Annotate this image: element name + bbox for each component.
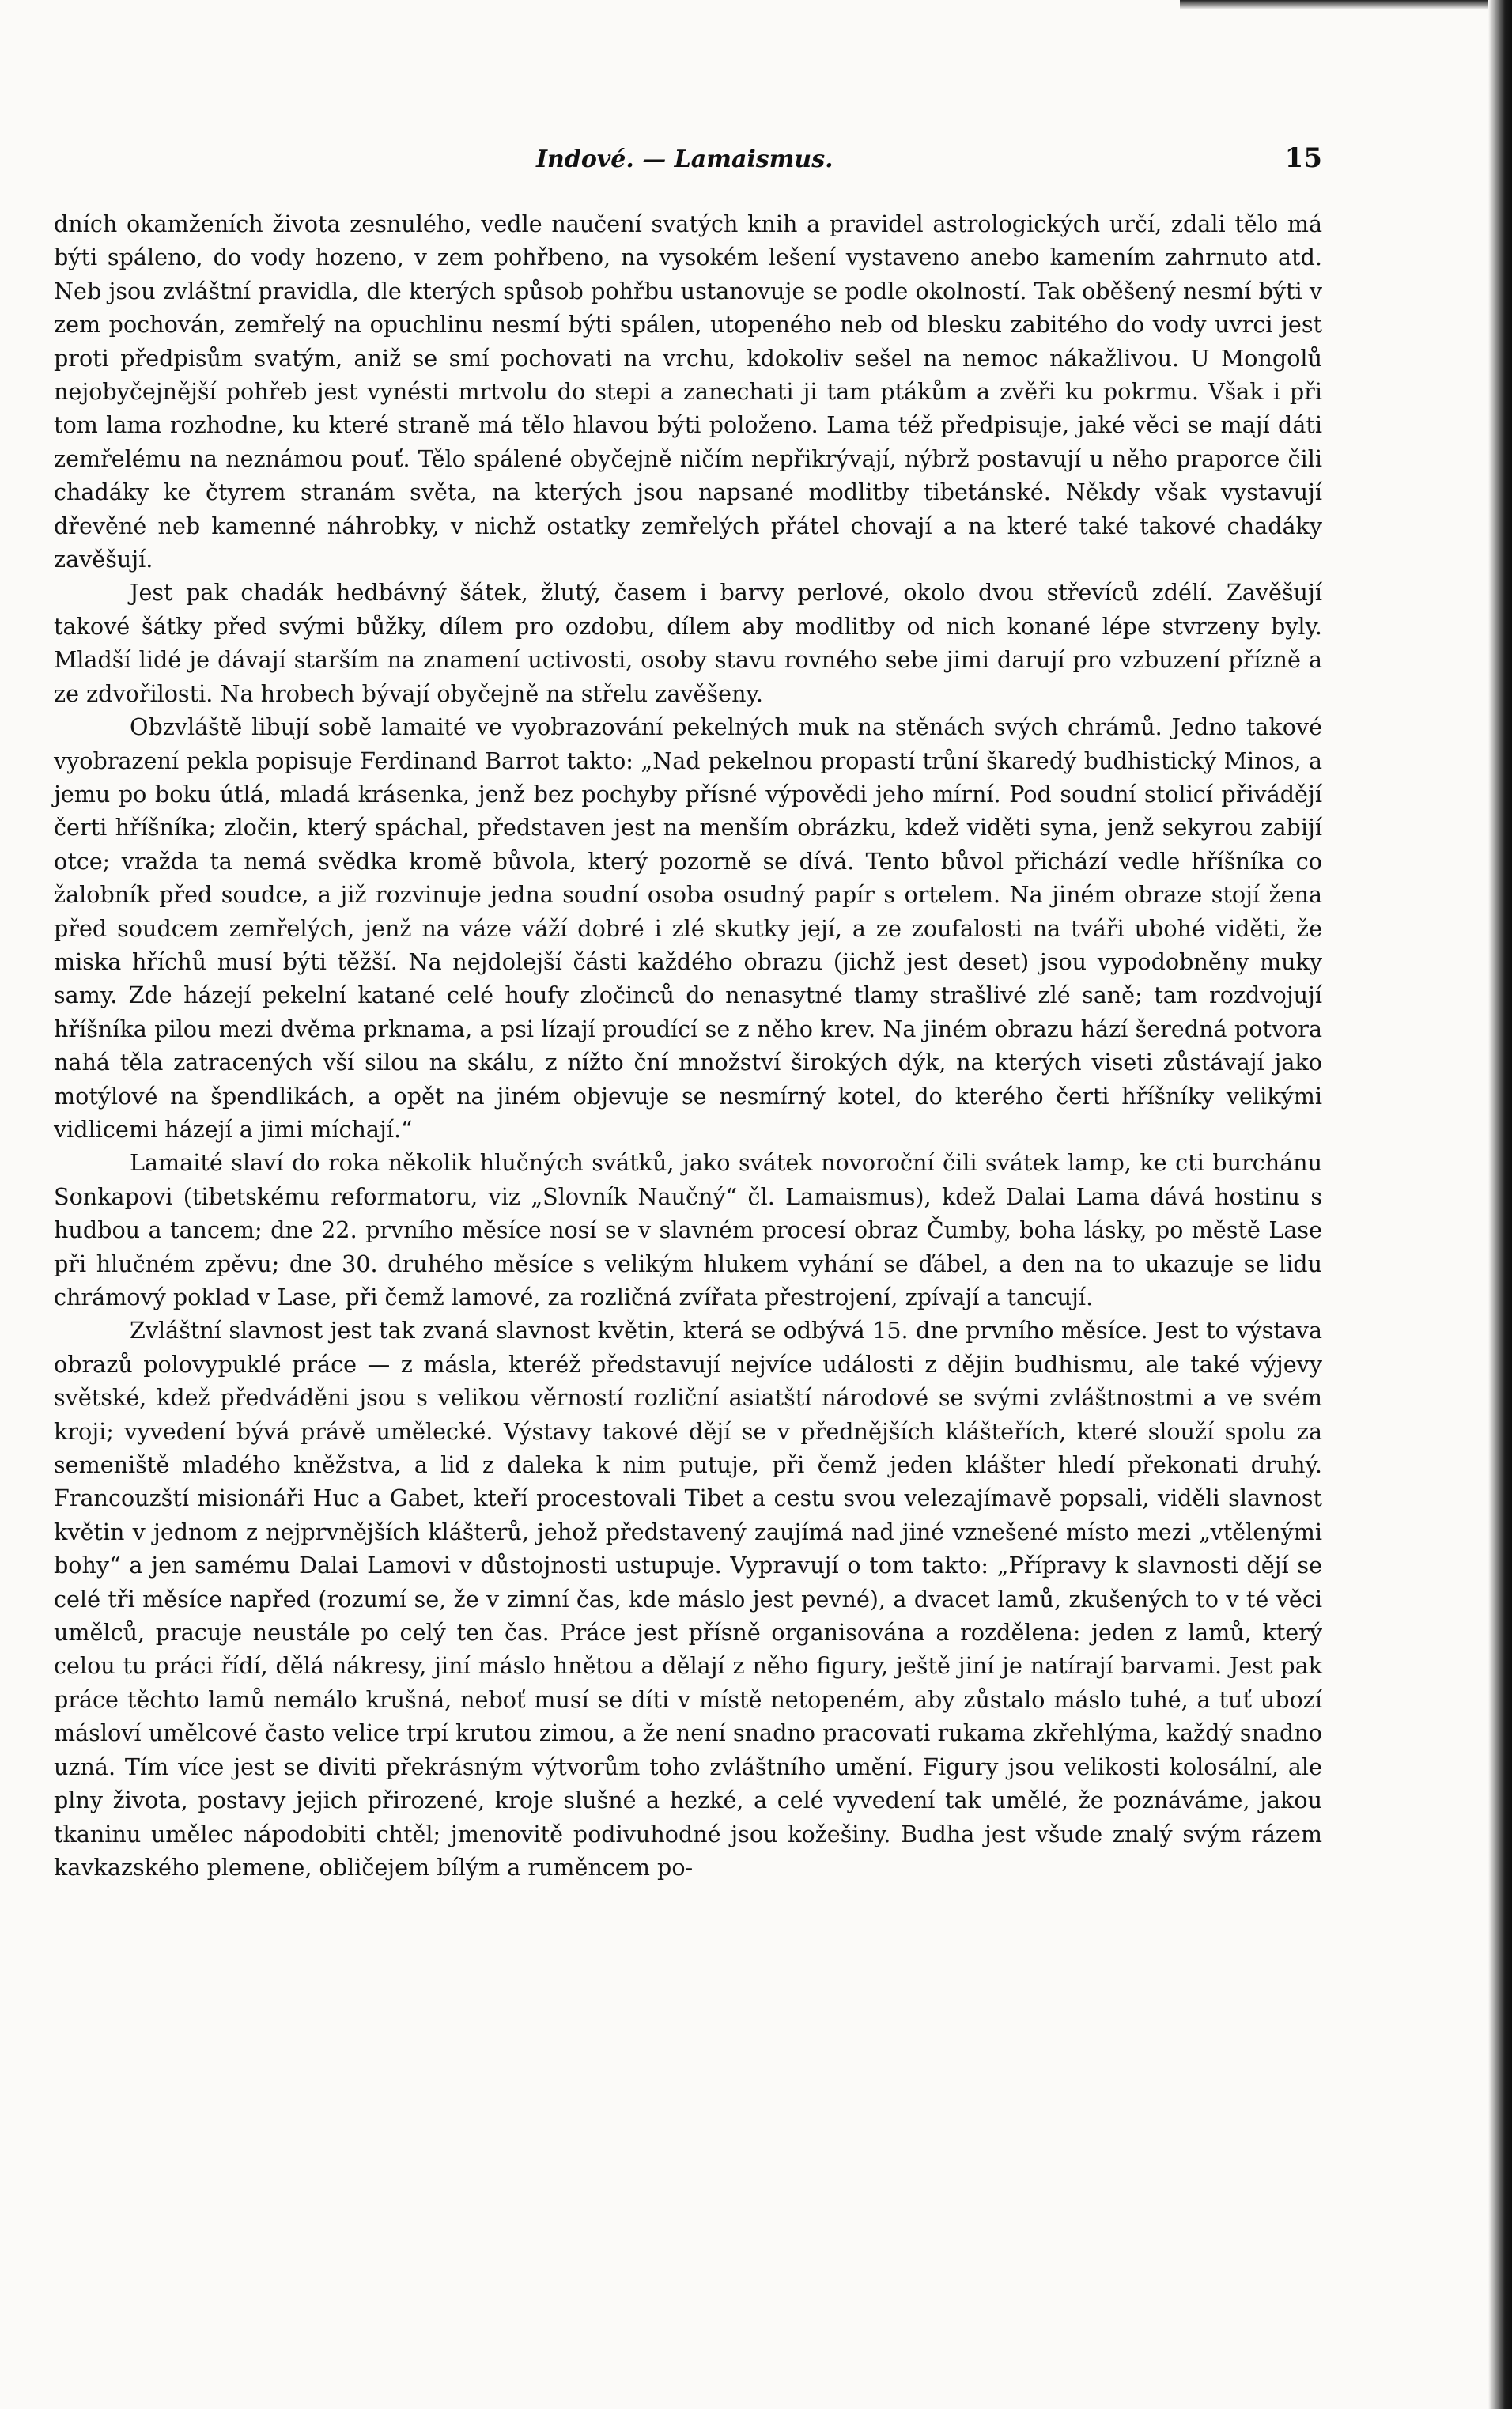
running-head: Indové. — Lamaismus. <box>536 146 833 173</box>
page-number: 15 <box>1284 142 1322 174</box>
paragraph-3: Obzvláště libují sobě lamaité ve vyobrazování pekelných muk na stěnách svých chrámů. Jedno takové vyobrazení pekla popisuje Ferdinand Barrot takto: „Nad pekelnou propastí trůní škaredý budhistický Minos, a jemu po boku útlá, mladá krásenka, jenž bez pochyby přísné výpovědi jeho mírní. Pod soudní stolicí přivádějí čerti hříšníka; zločin, který spáchal, představen jest na menším obrázku, kdež viděti syna, jenž sekyrou zabijí otce; vražda ta nemá svědka kromě bůvola, který pozorně se dívá. Tento bůvol přichází vedle hříšníka co žalobník před soudce, a již rozvinuje jedna soudní osoba osudný papír s ortelem. Na jiném obraze stojí žena před soudcem zemřelých, jenž na váze váží dobré i zlé skutky její, a ze zoufalosti na tváři ubohé viděti, že miska hříchů musí býti těžší. Na nejdolejší části každého obrazu (jichž jest deset) jsou vypodobněny muky samy. Zde házejí pekelní katané celé houfy zločinců do nenasytné tlamy strašlivé zlé saně; tam rozdvojují hříšníka pilou mezi dvěma prknama, a psi lízají proudící se z něho krev. Na jiném obrazu hází šeredná potvora nahá těla zatracených vší silou na skálu, z nížto ční množství širokých dýk, na kterých viseti zůstávají jako motýlové na špendlikách, a opět na jiném objevuje se nesmírný kotel, do kterého čerti hříšníky velikými vidlicemi házejí a jimi míchají.“ <box>54 713 1322 1143</box>
paragraph-4: Lamaité slaví do roka několik hlučných svátků, jako svátek novoroční čili svátek lamp, ke cti burchánu Sonkapovi (tibetskému reformatoru, viz „Slovník Naučný“ čl. Lamaismus), kdež Dalai Lama dává hostinu s hudbou a tancem; dne 22. prvního měsíce nosí se v slavném procesí obraz Čumby, boha lásky, po městě Lase při hlučném zpěvu; dne 30. druhého měsíce s velikým hlukem vyhání se ďábel, a den na to ukazuje se lidu chrámový poklad v Lase, při čemž lamové, za rozličná zvířata přestrojení, zpívají a tancují. <box>54 1149 1322 1310</box>
paragraph-1: dních okamženích života zesnulého, vedle naučení svatých knih a pravidel astrologických určí, zdali tělo má býti spáleno, do vody hozeno, v zem pohřbeno, na vysokém lešení vystaveno anebo kamením zahrnuto atd. Neb jsou zvláštní pravidla, dle kterých spůsob pohřbu ustanovuje se podle okolností. Tak oběšený nesmí býti v zem pochován, zemřelý na opuchlinu nesmí býti spálen, utopeného neb od blesku zabitého do vody uvrci jest proti předpisům svatým, aniž se smí pochovati na vrchu, kdokoliv sešel na nemoc nákažlivou. U Mongolů nejobyčejnější pohřeb jest vynésti mrtvolu do stepi a zanechati ji tam ptákům a zvěři ku pokrmu. Však i při tom lama rozhodne, ku které straně má tělo hlavou býti položeno. Lama též předpisuje, jaké věci se mají dáti zemřelému na neznámou pouť. Tělo spálené obyčejně ničím nepřikrývají, nýbrž postavují u něho praporce čili chadáky ke čtyrem stranám světa, na kterých jsou napsané modlitby tibetánské. Někdy však vystavují dřevěné neb kamenné náhrobky, v nichž ostatky zemřelých přátel chovají a na které také takové chadáky zavěšují. <box>54 210 1322 573</box>
paragraph-2: Jest pak chadák hedbávný šátek, žlutý, časem i barvy perlové, okolo dvou střevíců zdélí. Zavěšují takové šátky před svými bůžky, dílem pro ozdobu, dílem aby modlitby od nich konané lépe stvrzeny byly. Mladší lidé je dávají starším na znamení uctivosti, osoby stavu rovného sebe jimi darují pro vzbuzení přízně a ze zdvořilosti. Na hrobech bývají obyčejně na střelu zavěšeny. <box>54 579 1322 707</box>
body-text <box>54 207 1322 1884</box>
page-edge-top-shadow <box>1180 0 1512 9</box>
page-header <box>54 139 1322 187</box>
page-edge-shadow <box>1488 0 1512 2409</box>
paragraph-5: Zvláštní slavnost jest tak zvaná slavnost květin, která se odbývá 15. dne prvního měsíce. Jest to výstava obrazů polovypuklé práce — z másla, kteréž představují nejvíce události z dějin budhismu, ale také výjevy světské, kdež předváděni jsou s velikou věrností rozliční asiatští národové se svými zvláštnostmi a ve svém kroji; vyvedení bývá právě umělecké. Výstavy takové dějí se v přednějších klášteřích, které slouží spolu za semeniště mladého kněžstva, a lid z daleka k nim putuje, při čemž jeden klášter hledí překonati druhý. Francouzští misionáři Huc a Gabet, kteří procestovali Tibet a cestu svou velezajímavě popsali, viděli slavnost květin v jednom z nejprvnějších klášterů, jehož představený zaujímá nad jiné vznešené místo mezi „vtělenými bohy“ a jen samému Dalai Lamovi v důstojnosti ustupuje. Vypravují o tom takto: „Přípravy k slavnosti dějí se celé tři měsíce napřed (rozumí se, že v zimní čas, kde máslo jest pevné), a dvacet lamů, zkušených to v té věci umělců, pracuje neustále po celý ten čas. Práce jest přísně organisována a rozdělena: jeden z lamů, který celou tu práci řídí, dělá nákresy, jiní máslo hnětou a dělají z něho figury, ještě jiní je natírají barvami. Jest pak práce těchto lamů nemálo krušná, neboť musí se díti v místě netopeném, aby zůstalo máslo tuhé, a tuť ubozí másloví umělcové často velice trpí krutou zimou, a že není snadno pracovati rukama zkřehlýma, každý snadno uzná. Tím více jest se diviti překrásným výtvorům toho zvláštního umění. Figury jsou velikosti kolosální, ale plny života, postavy jejich přirozené, kroje slušné a hezké, a celé vyvedení tak umělé, že poznáváme, jakou tkaninu umělec nápodobiti chtěl; jmenovitě podivuhodné jsou kožešiny. Budha jest všude znalý svým rázem kavkazského plemene, obličejem bílým a ruměncem po- <box>54 1317 1322 1881</box>
